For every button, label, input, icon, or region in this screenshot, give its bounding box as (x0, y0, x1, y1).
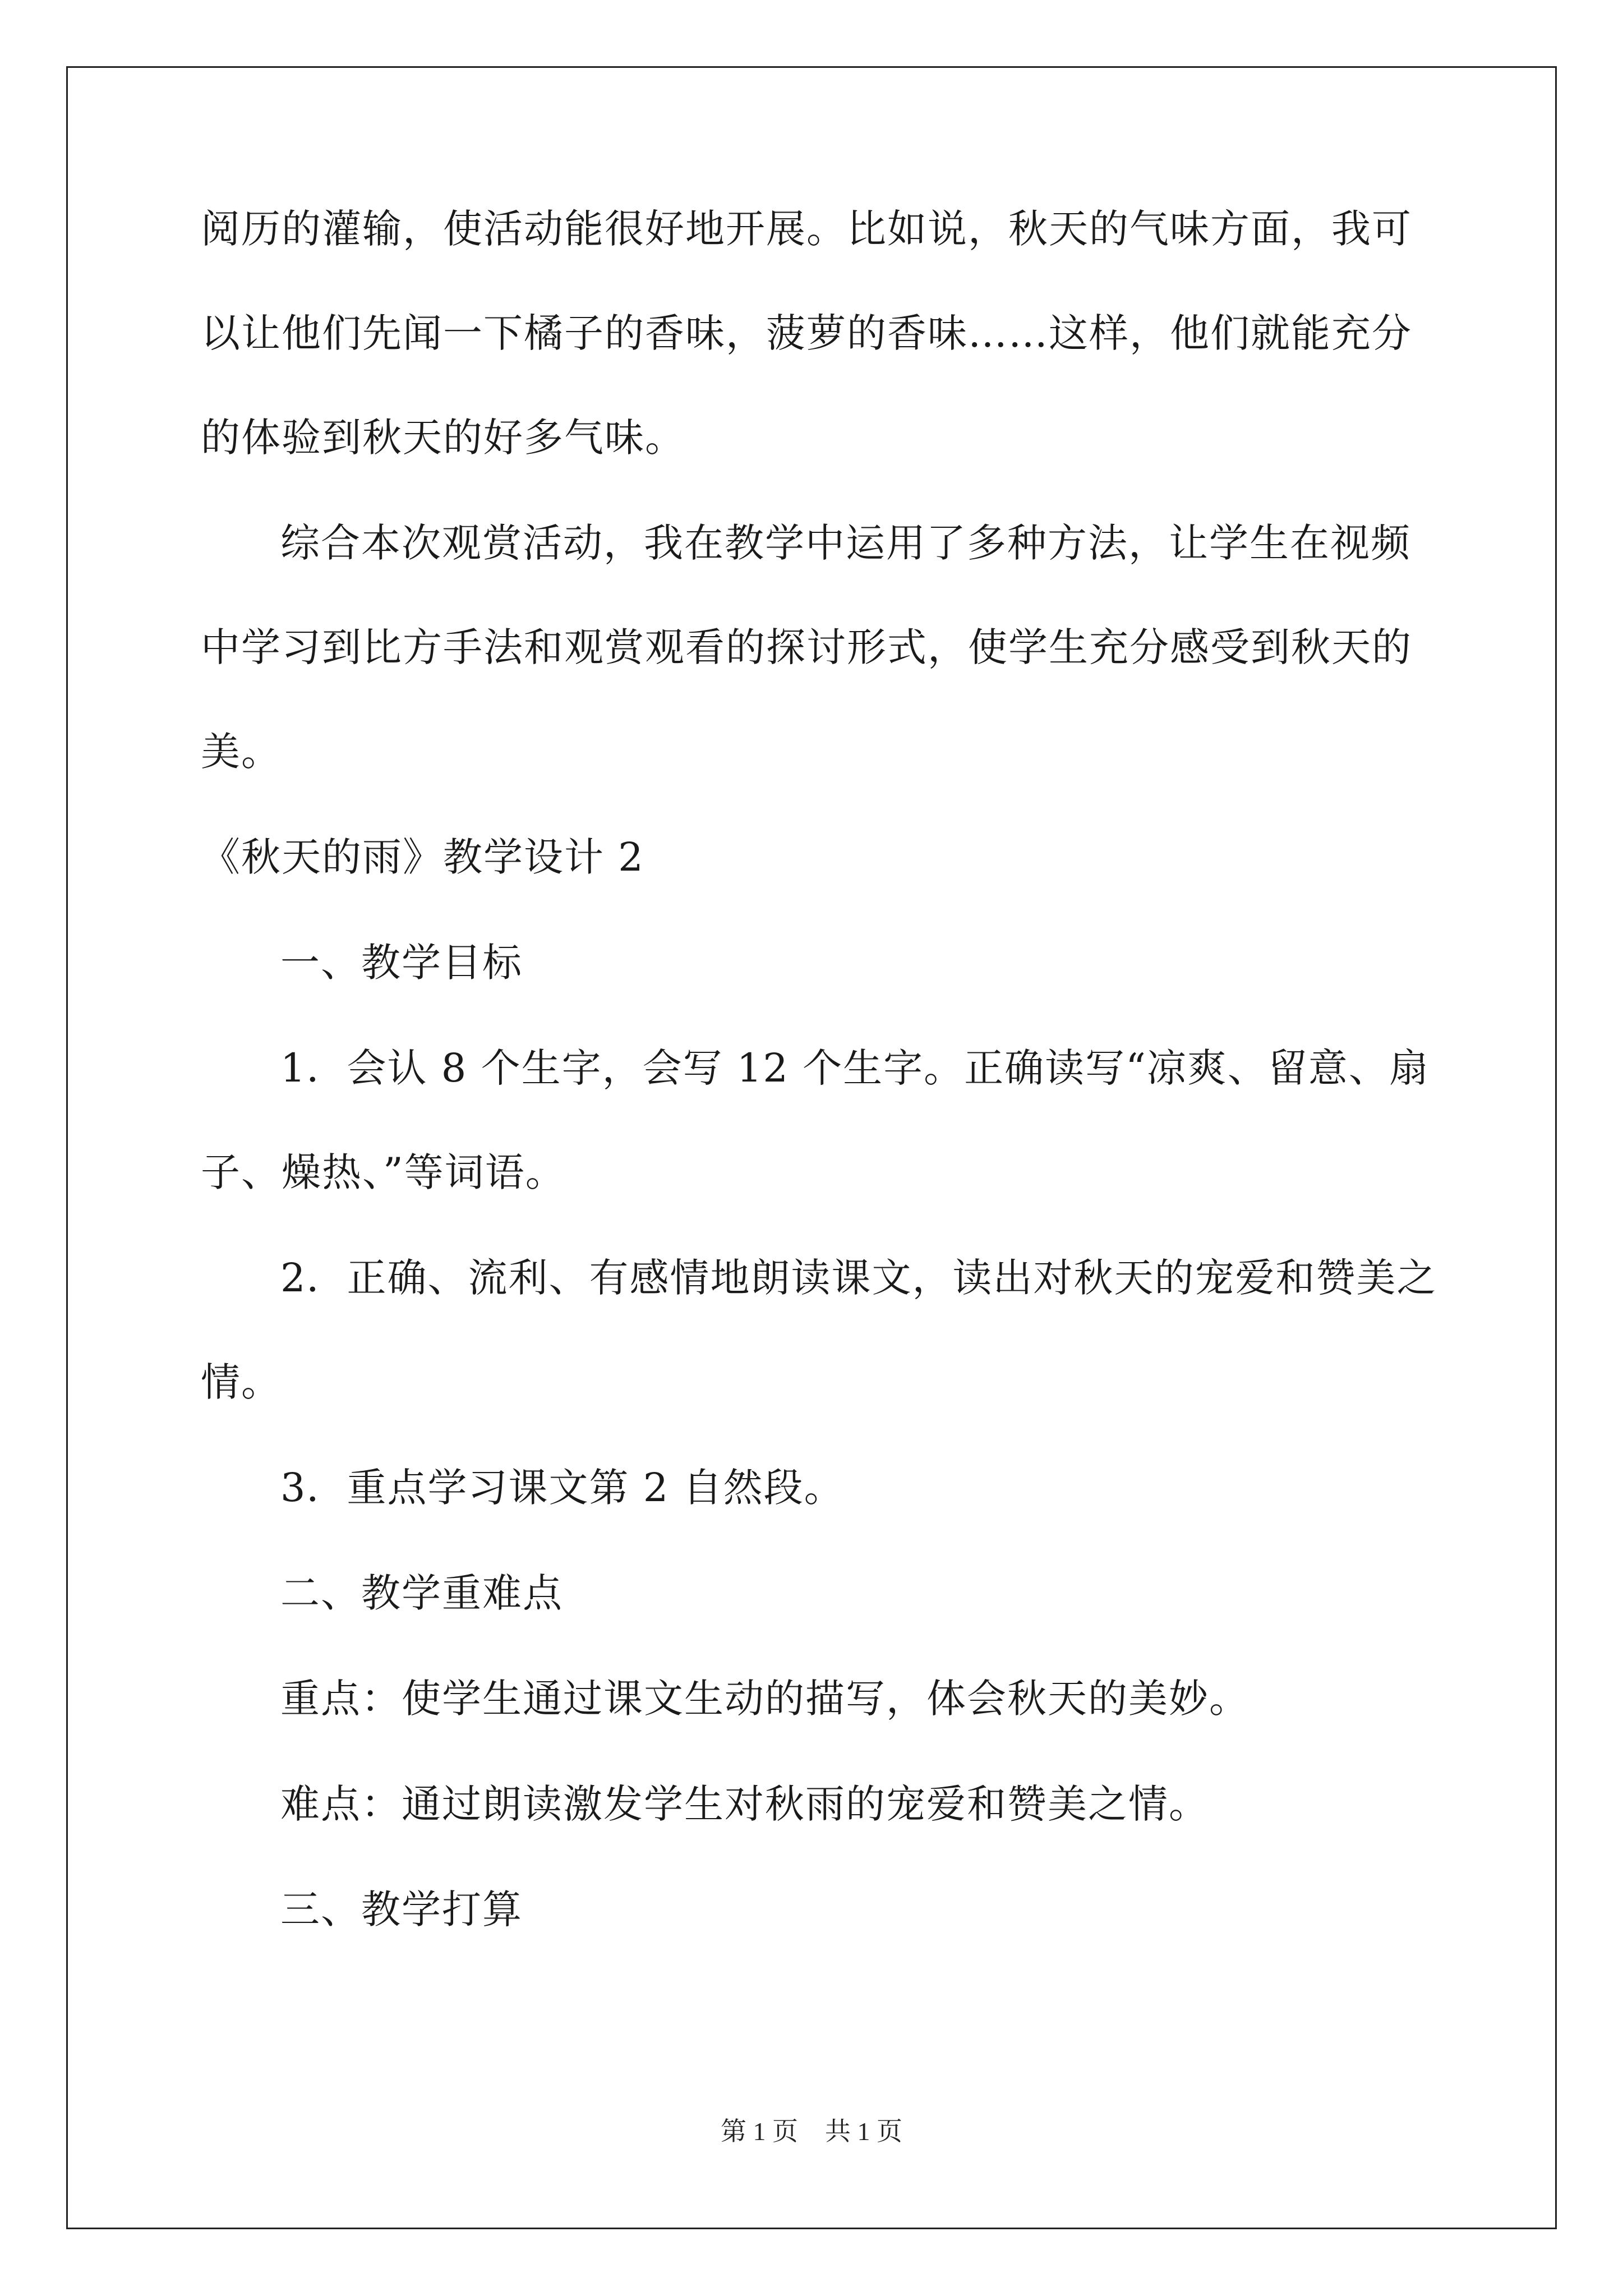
text-line: 难点：通过朗读激发学生对秋雨的宠爱和赞美之情。 (280, 1781, 1209, 1827)
text-line: 3．重点学习课文第 2 自然段。 (280, 1465, 845, 1511)
key-point (201, 1673, 1429, 1724)
text-line: 的体验到秋天的好多气味。 (201, 415, 685, 461)
text-line: 情。 (201, 1359, 282, 1405)
text-line: 2．正确、流利、有感情地朗读课文，读出对秋天的宠爱和赞美之 (280, 1255, 1437, 1301)
text-line: 1．会认 8 个生字，会写 12 个生字。正确读写“凉爽、留意、扇 (280, 1045, 1430, 1091)
heading-text: 三、教学打算 (280, 1887, 523, 1932)
heading-teaching-preparation (201, 1884, 1429, 1935)
text-line: 美。 (201, 729, 282, 775)
paragraph-summary (201, 517, 1429, 777)
text-line: 以让他们先闻一下橘子的香味，菠萝的香味……这样，他们就能充分 (201, 310, 1412, 356)
page-footer (0, 2115, 1623, 2148)
difficult-point (201, 1778, 1429, 1830)
document-body (201, 203, 1437, 1989)
text-line: 中学习到比方手法和观赏观看的探讨形式，使学生充分感受到秋天的 (201, 624, 1412, 670)
heading-key-difficult-points (201, 1567, 1429, 1619)
page-number: 第 1 页 (721, 2117, 798, 2146)
heading-text: 一、教学目标 (280, 940, 523, 986)
page-total: 共 1 页 (825, 2117, 902, 2146)
text-line: 子、燥热、”等词语。 (201, 1149, 566, 1195)
document-section-title (201, 831, 1429, 883)
text-line: 阅历的灌输，使活动能很好地开展。比如说，秋天的气味方面，我可 (201, 206, 1412, 252)
text-line: 综合本次观赏活动，我在教学中运用了多种方法，让学生在视频 (280, 520, 1411, 566)
section-title-text: 《秋天的雨》教学设计 2 (201, 834, 644, 880)
paragraph-autumn-smells (201, 203, 1429, 463)
heading-teaching-goals (201, 937, 1429, 988)
text-line: 重点：使学生通过课文生动的描写，体会秋天的美妙。 (280, 1676, 1249, 1722)
goal-item-1 (201, 1042, 1429, 1198)
goal-item-3 (201, 1462, 1429, 1513)
heading-text: 二、教学重难点 (280, 1570, 563, 1616)
goal-item-2 (201, 1252, 1437, 1408)
